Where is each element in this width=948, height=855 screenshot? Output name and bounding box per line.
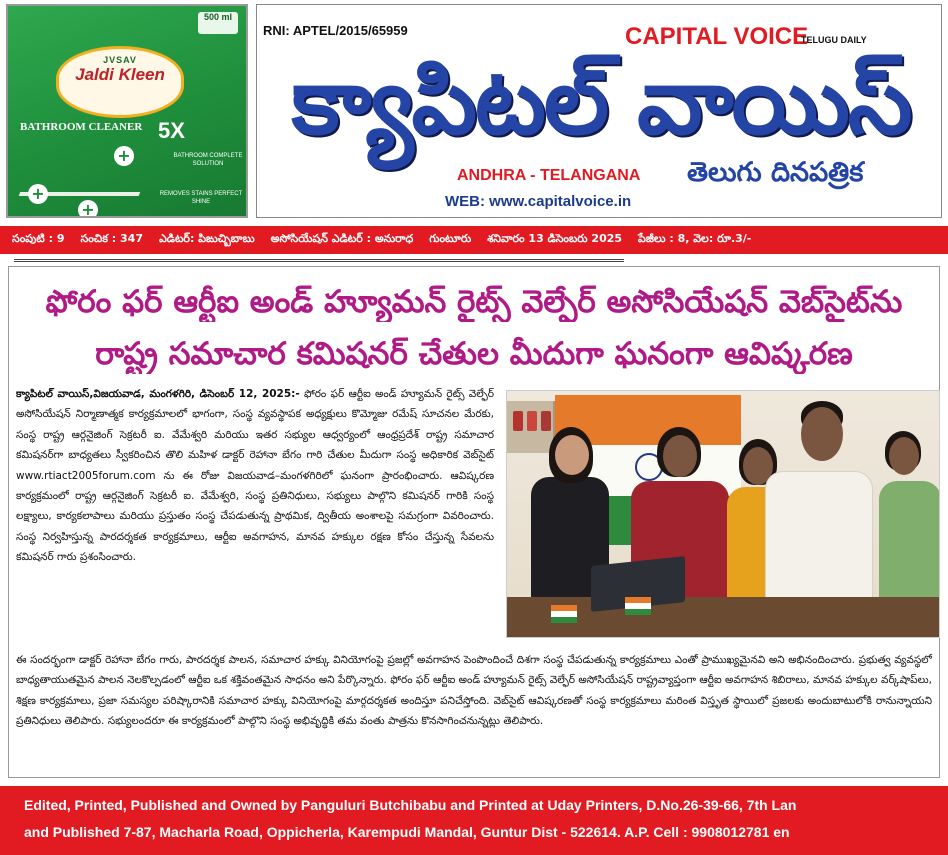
- publication-date: శనివారం 13 డిసెంబరు 2025: [487, 232, 623, 245]
- article-headline-line-2: రాష్ట్ర సమాచార కమిషనర్ చేతుల మీదుగా ఘనంగా ఆవిష్కరణ: [95, 336, 853, 372]
- table-flag-icon: [551, 605, 577, 623]
- newspaper-title-box: [256, 4, 942, 218]
- newspaper-name-english: CAPITAL VOICE: [625, 23, 809, 50]
- editor-name: ఎడిటర్: పిఙుచ్బిబాబు: [158, 232, 255, 245]
- advertisement[interactable]: [6, 4, 248, 218]
- ad-strength: 5X: [158, 118, 185, 143]
- newspaper-name-telugu: క్యాపిటల్ వాయిస్: [291, 48, 911, 155]
- newspaper-type: TELUGU DAILY: [801, 35, 867, 45]
- plus-icon: +: [78, 200, 98, 218]
- article-dateline: క్యాపిటల్ వాయిస్,విజయవాడ, మంగళగిరి, డిసెంబర్ 12, 2025:-: [16, 388, 300, 400]
- newspaper-tagline: తెలుగు దినపత్రిక: [687, 157, 864, 188]
- article-body: ఈ సందర్భంగా డాక్టర్ రెహానా బేగం గారు, పారదర్శక పాలన, సమాచార హక్కు వినియోగంపై ప్రజల్లో అవగాహన పెంపొందించే దిశగా సంస్థ చేపడుతున్న కార్యక్రమాలు ఎంతో ప్రాముఖ్యమైనవి అని అభినందించారు. ప్రభుత్వ వ్యవస్థలో బాధ్యతాయుతమైన పాలన నెలకొల్పడంలో ఆర్టీఐ ఒక శక్తివంతమైన సాధనం అని పేర్కొన్నారు. ఫోరం ఫర్ ఆర్టీఐ అండ్ హ్యూమన్ రైట్స్ వెల్ఫేర్ అసోసియేషన్ రాష్ట్రవ్యాప్తంగా ఆర్టీఐ అవగాహన శిబిరాలు, మానవ హక్కుల వర్క్‌షాప్‌లు, శిక్షణ కార్యక్రమాలు, ప్రజా సమస్యల పరిష్కారానికి సమాచార హక్కు వినియోగంపై మార్గదర్శకత అందిస్తూ పనిచేస్తోంది. వెబ్‌సైట్ ఆవిష్కరణతో సంస్థ కార్యక్రమాలు మరింత విస్తృత స్థాయిలో ప్రజలకు అందుబాటులోకి రానున్నాయని ప్రతినిధులు తెలిపారు. సభ్యులందరూ ఈ కార్యక్రమంలో పాల్గొని సంస్థ అభివృద్ధికి తమ వంతు పాత్రను కొనసాగించనున్నట్లు తెలిపారు.: [16, 654, 932, 728]
- volume-number: సంపుటి : 9: [12, 232, 65, 245]
- table-flag-icon: [625, 597, 651, 615]
- imprint-footer: [0, 786, 948, 855]
- issue-number: సంచిక : 347: [80, 232, 143, 245]
- website-link[interactable]: WEB: www.capitalvoice.in: [445, 193, 632, 210]
- masthead: [0, 0, 948, 224]
- article-headline-line-1: ఫోరం ఫర్ ఆర్టీఐ అండ్ హ్యూమన్ రైట్స్ వెల్ఫేర్ అసోసియేషన్ వెబ్‌సైట్‌ను: [45, 284, 903, 320]
- article-photo[interactable]: [506, 390, 940, 638]
- rni-number: RNI: APTEL/2015/65959: [263, 23, 408, 38]
- pages-and-price: పేజీలు : 8, వెల: రూ.3/-: [638, 232, 752, 245]
- ad-brand: JVSAV: [103, 55, 137, 65]
- issue-info-strip: [0, 226, 948, 254]
- publication-city: గుంటూరు: [429, 232, 472, 245]
- ad-size-label: 500 ml: [198, 12, 238, 34]
- associate-editor: అసోసియేషన్ ఎడిటర్ : అనురాధ: [270, 232, 414, 245]
- jar-icon: [541, 411, 551, 431]
- imprint-line-2: and Published 7-87, Macharla Road, Oppicherla, Karempudi Mandal, Guntur Dist - 522614. A.P. Cell : 9908012781 en: [24, 824, 790, 840]
- plus-icon: +: [114, 146, 134, 166]
- jar-icon: [513, 411, 523, 431]
- coverage-states: ANDHRA - TELANGANA: [457, 167, 641, 184]
- divider: [14, 259, 624, 262]
- ad-claim-2: REMOVES STAINS PERFECT SHINE: [159, 191, 243, 205]
- jar-icon: [527, 411, 537, 431]
- ad-product-type: BATHROOM CLEANER: [20, 121, 143, 133]
- ad-claim-1: BATHROOM COMPLETE SOLUTION: [173, 153, 243, 167]
- ad-logo: [56, 46, 184, 118]
- article-lead-text: ఫోరం ఫర్ ఆర్టీఐ అండ్ హ్యూమన్ రైట్స్ వెల్ఫేర్ అసోసియేషన్ నిర్మాణాత్మక కార్యక్రమాలలో భాగంగా, సంస్థ వ్యవస్థాపక అధ్యక్షులు కొమ్మోజు రమేష్ సూచనల మేరకు, సంస్థ రాష్ట్ర ఆర్గనైజింగ్ సెక్రటరీ ఐ. వేమేశ్వరి మరియు ఇతర సభ్యుల ఆధ్వర్యంలో ఆంధ్రప్రదేశ్ రాష్ట్ర సమాచార కమిషనర్‌గా బాధ్యతలు స్వీకరించిన తొలి మహిళ డాక్టర్ రెహానా బేగం గారి చేతుల మీదుగా సంస్థ అధికారిక వెబ్‌సైట్ www.rtiact2005forum.com ను ఈ రోజు విజయవాడ–మంగళగిరిలో ఘనంగా ప్రారంభించారు. ఆవిష్కరణ కార్యక్రమంలో రాష్ట్ర ఆర్గనైజింగ్ సెక్రటరీ ఐ. వేమేశ్వరి, సంస్థ ప్రతినిధులు, సభ్యులు పాల్గొని కమిషనర్ గారికి సంస్థ లక్ష్యాలు, కార్యకలాపాలు మరియు ప్రస్తుతం సంస్థ చేపడుతున్న ప్రాథమిక, ద్వితీయ అంశాలపై సమగ్రంగా వివరించారు. సంస్థ నిర్వహిస్తున్న పారదర్శకత కార్యక్రమాలు, ఆర్టీఐ అవగాహన, మానవ హక్కుల రక్షణ కోసం చేస్తున్న సేవలను కమిషనర్ గారు ప్రశంసించారు.: [16, 388, 494, 564]
- plus-icon: +: [28, 184, 48, 204]
- ad-product-name: Jaldi Kleen: [75, 65, 165, 84]
- article-lead: [16, 384, 494, 568]
- imprint-line-1: Edited, Printed, Published and Owned by Panguluri Butchibabu and Printed at Uday Printers, D.No.26-39-66, 7th Lan: [24, 797, 797, 813]
